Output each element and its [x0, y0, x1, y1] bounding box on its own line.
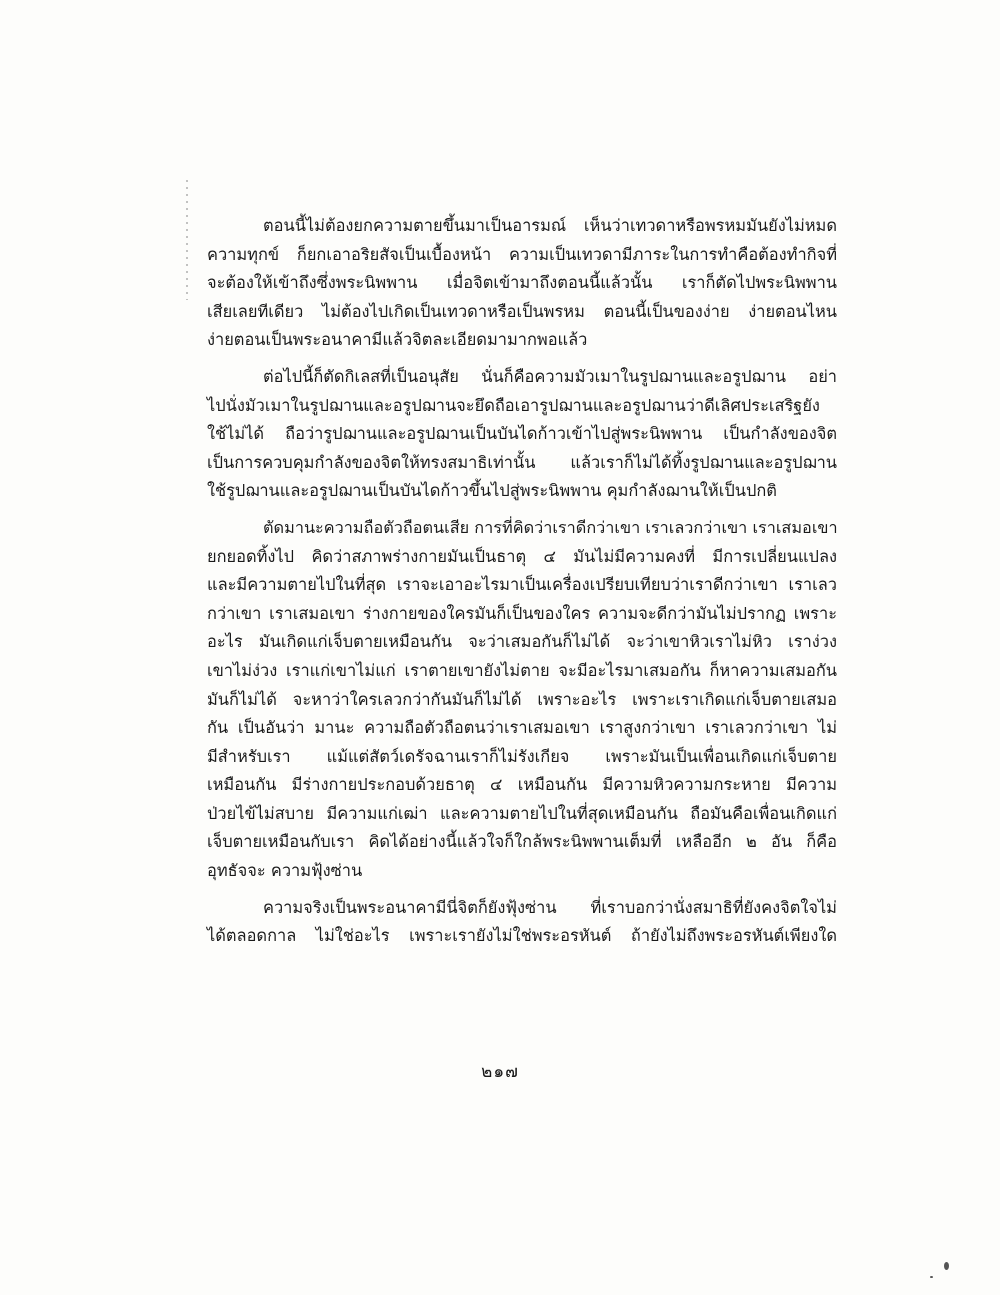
text-line: ต่อไปนี้ก็ตัดกิเลสที่เป็นอนุสัย นั่นก็คือความมัวเมาในรูปฌานและอรูปฌาน อย่า — [263, 366, 837, 386]
paragraph — [207, 363, 837, 506]
text-line: อุทธัจจะ ความฟุ้งซ่าน — [207, 861, 363, 881]
text-line: ใช้ไม่ได้ ถือว่ารูปฌานและอรูปฌานเป็นบันไดก้าวเข้าไปสู่พระนิพพาน เป็นกำลังของจิต — [207, 424, 837, 444]
text-line: กว่าเขา เราเสมอเขา ร่างกายของใครมันก็เป็นของใคร ความจะดีกว่ามันไม่ปรากฏ เพราะ — [207, 603, 837, 623]
text-line: ได้ตลอดกาล ไม่ใช่อะไร เพราะเรายังไม่ใช่พระอรหันต์ ถ้ายังไม่ถึงพระอรหันต์เพียงใด — [207, 926, 837, 946]
page-number: ๒๑๗ — [481, 1062, 519, 1082]
text-line: ความจริงเป็นพระอนาคามีนี่จิตก็ยังฟุ้งซ่าน ที่เราบอกว่านั่งสมาธิที่ยังคงจิตใจไม่ — [263, 897, 837, 917]
paragraph — [207, 514, 837, 886]
text-line: ไปนั่งมัวเมาในรูปฌานและอรูปฌานจะยึดถือเอารูปฌานและอรูปฌานว่าดีเลิศประเสริฐยัง — [207, 395, 820, 415]
scan-speck — [944, 1262, 949, 1270]
text-line: กัน เป็นอันว่า มานะ ความถือตัวถือตนว่าเราเสมอเขา เราสูงกว่าเขา เราเลวกว่าเขา ไม่ — [207, 718, 837, 738]
text-line: เจ็บตายเหมือนกับเรา คิดได้อย่างนี้แล้วใจก็ใกล้พระนิพพานเต็มที่ เหลืออีก ๒ อัน ก็คือ — [207, 832, 837, 852]
paragraph — [207, 894, 837, 951]
text-line: เสียเลยทีเดียว ไม่ต้องไปเกิดเป็นเทวดาหรือเป็นพรหม ตอนนี้เป็นของง่าย ง่ายตอนไหน — [207, 301, 837, 321]
text-line: ป่วยไข้ไม่สบาย มีความแก่เฒ่า และความตายไปในที่สุดเหมือนกัน ถือมันคือเพื่อนเกิดแก่ — [207, 803, 837, 823]
text-line: ความทุกข์ ก็ยกเอาอริยสัจเป็นเบื้องหน้า ความเป็นเทวดามีภาระในการทำคือต้องทำกิจที่ — [207, 244, 837, 264]
text-line: ตัดมานะความถือตัวถือตนเสีย การที่คิดว่าเราดีกว่าเขา เราเลวกว่าเขา เราเสมอเขา — [263, 517, 838, 537]
text-line: และมีความตายไปในที่สุด เราจะเอาอะไรมาเป็นเครื่องเปรียบเทียบว่าเราดีกว่าเขา เราเลว — [207, 575, 837, 595]
scan-margin-mark — [186, 180, 188, 300]
body-text — [207, 212, 837, 951]
text-line: เป็นการควบคุมกำลังของจิตให้ทรงสมาธิเท่านั้น แล้วเราก็ไม่ได้ทิ้งรูปฌานและอรูปฌาน — [207, 452, 837, 472]
text-line: จะต้องให้เข้าถึงซึ่งพระนิพพาน เมื่อจิตเข้ามาถึงตอนนี้แล้วนั้น เราก็ตัดไปพระนิพพาน — [207, 273, 837, 293]
text-line: ยกยอดทิ้งไป คิดว่าสภาพร่างกายมันเป็นธาตุ ๔ มันไม่มีความคงที่ มีการเปลี่ยนแปลง — [207, 546, 837, 566]
text-line: เหมือนกัน มีร่างกายประกอบด้วยธาตุ ๔ เหมือนกัน มีความหิวความกระหาย มีความ — [207, 775, 837, 795]
scan-speck — [930, 1276, 933, 1278]
text-line: อะไร มันเกิดแก่เจ็บตายเหมือนกัน จะว่าเสมอกันก็ไม่ได้ จะว่าเขาหิวเราไม่หิว เราง่วง — [207, 632, 837, 652]
text-line: ใช้รูปฌานและอรูปฌานเป็นบันไดก้าวขึ้นไปสู่พระนิพพาน คุมกำลังฌานให้เป็นปกติ — [207, 481, 777, 501]
text-line: เขาไม่ง่วง เราแก่เขาไม่แก่ เราตายเขายังไม่ตาย จะมีอะไรมาเสมอกัน ก็หาความเสมอกัน — [207, 660, 837, 680]
text-line: มันก็ไม่ได้ จะหาว่าใครเลวกว่ากันมันก็ไม่ได้ เพราะอะไร เพราะเราเกิดแก่เจ็บตายเสมอ — [207, 689, 837, 709]
text-line: ง่ายตอนเป็นพระอนาคามีแล้วจิตละเอียดมามากพอแล้ว — [207, 330, 588, 350]
text-line: ตอนนี้ไม่ต้องยกความตายขึ้นมาเป็นอารมณ์ เห็นว่าเทวดาหรือพรหมมันยังไม่หมด — [263, 216, 837, 235]
text-line: มีสำหรับเรา แม้แต่สัตว์เดรัจฉานเราก็ไม่รังเกียจ เพราะมันเป็นเพื่อนเกิดแก่เจ็บตาย — [207, 746, 837, 766]
paragraph — [207, 212, 837, 355]
